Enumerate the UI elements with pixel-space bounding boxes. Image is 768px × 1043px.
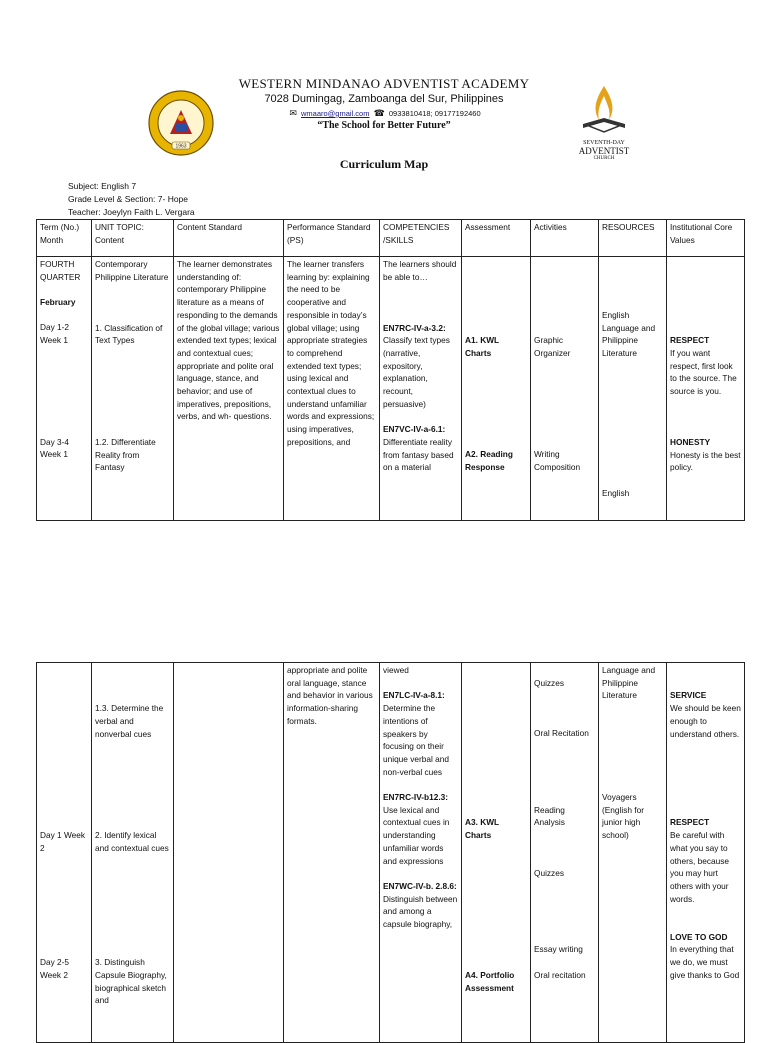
core-values-cell — [667, 663, 745, 1043]
value-title: RESPECT — [670, 335, 710, 346]
phone-icon: ☎ — [373, 108, 385, 118]
competency-text: viewed — [383, 665, 409, 675]
competency-intro: The learners should be able to… — [383, 259, 457, 282]
term-day: Day 2-5 Week 2 — [40, 957, 70, 980]
topic-item: 1.2. Differentiate Reality from Fantasy — [95, 436, 156, 473]
topic-item: 1. Classification of Text Types — [95, 322, 163, 346]
term-day: Day 3-4 Week 1 — [40, 436, 70, 460]
header-core-values: Institutional Core Values — [667, 220, 745, 257]
church-logo-line3: CHURCH — [593, 156, 615, 161]
competency-text: Classify text types (narrative, expository, explanation, recount, persuasive) — [383, 335, 450, 409]
core-values-cell — [667, 257, 745, 521]
performance-standard-cell: The learner transfers learning by: explaining the need to be cooperative and responsible in today’s global village; using appropriate strategies to comprehend extended text types; using lexical and contextual clues to understand unfamiliar words and expressions; using imperatives, prepositions, and — [284, 257, 380, 521]
value-title: LOVE TO GOD — [670, 931, 728, 942]
subject-line: Subject: English 7 — [68, 181, 137, 191]
resources-cell — [599, 663, 667, 1043]
competencies-cell — [380, 663, 462, 1043]
school-motto: “The School for Better Future” — [317, 120, 451, 131]
school-name: WESTERN MINDANAO ADVENTIST ACADEMY — [238, 76, 530, 91]
activity-item: Writing Composition — [534, 449, 581, 473]
curriculum-table-page2 — [36, 662, 745, 1043]
activities-cell — [531, 257, 599, 521]
activity-item: Reading Analysis — [534, 804, 565, 828]
email-link[interactable]: wmaaro@gmail.com — [301, 109, 370, 118]
resource-item: English — [602, 487, 630, 498]
envelope-icon: ✉ — [289, 108, 297, 118]
assessment-cell — [462, 257, 531, 521]
competency-code: EN7RC-IV-a-3.2: — [383, 322, 446, 333]
value-text: Honesty is the best policy. — [670, 449, 741, 473]
term-month: February — [40, 297, 76, 308]
resources-cell — [599, 257, 667, 521]
page-title: Curriculum Map — [339, 157, 429, 171]
topic-cell — [92, 663, 174, 1043]
header-resources: RESOURCES — [599, 220, 667, 257]
topic-cell — [92, 257, 174, 521]
grade-line: Grade Level & Section: 7- Hope — [68, 194, 189, 204]
header-unit-topic: UNIT TOPIC: Content — [92, 220, 174, 257]
resource-item: Language and Philippine Literature — [602, 665, 656, 701]
table-row — [37, 257, 745, 521]
teacher-line: Teacher: Joeylyn Faith L. Vergara — [68, 207, 195, 217]
competency-text: Distinguish between and among a capsule biography, — [383, 893, 458, 930]
header-content-standard: Content Standard — [174, 220, 284, 257]
table-row — [37, 663, 745, 1043]
competency-text: Use lexical and contextual cues in understanding unfamiliar words and expressions — [383, 804, 450, 866]
value-title: RESPECT — [670, 817, 710, 828]
competency-code: EN7VC-IV-a-6.1: — [383, 424, 446, 435]
phone-numbers: 0933810418; 09177192460 — [388, 109, 481, 118]
value-title: HONESTY — [670, 436, 711, 447]
table-header-row — [37, 220, 745, 257]
value-text: In everything that we do, we must give thanks to God — [670, 944, 740, 980]
header-competencies: COMPETENCIES /SKILLS — [380, 220, 462, 257]
topic-item: 3. Distinguish Capsule Biography, biographical sketch and — [95, 957, 167, 1006]
church-logo-line1: SEVENTH-DAY — [583, 140, 625, 146]
competency-code: EN7WC-IV-b. 2.8.6: — [383, 880, 457, 891]
term-cell — [37, 663, 92, 1043]
activity-item: Quizzes — [534, 868, 564, 879]
value-text: We should be keen enough to understand others. — [670, 703, 741, 739]
competency-text: Determine the intentions of speakers by focusing on their unique verbal and non-verbal cues — [383, 703, 449, 777]
competency-text: Differentiate reality from fantasy based on a material — [383, 436, 454, 473]
competencies-cell — [380, 257, 462, 521]
resource-item: Voyagers (English for junior high school) — [602, 792, 644, 841]
term-day: Day 1 Week 2 — [40, 830, 86, 853]
school-address: 7028 Dumingag, Zamboanga del Sur, Philippines — [264, 93, 504, 105]
value-text: If you want respect, first look to the source. The source is you. — [670, 347, 737, 396]
assessment-item: A3. KWL Charts — [465, 817, 499, 841]
curriculum-table-page1 — [36, 219, 745, 521]
assessment-item: A2. Reading Response — [465, 449, 513, 473]
content-standard-cell: The learner demonstrates understanding of: contemporary Philippine literature as a means of responding to the demands of the global village; various extended text types; lexical and contextual cues; appropriate and polite oral language, stance, and behavior; and use of imperatives, prepositions, verbs, and wh- questions. — [174, 257, 284, 521]
topic-item: 2. Identify lexical and contextual cues — [95, 830, 169, 853]
value-text: Be careful with what you say to others, because you may hurt others with your words. — [670, 830, 730, 904]
activity-item: Essay writing — [534, 944, 583, 955]
term-cell — [37, 257, 92, 521]
topic-main: Contemporary Philippine Literature — [95, 259, 169, 282]
header-performance-standard: Performance Standard (PS) — [284, 220, 380, 257]
header-term: Term (No.) Month — [37, 220, 92, 257]
value-title: SERVICE — [670, 690, 707, 701]
contact-line — [0, 108, 768, 119]
activities-cell — [531, 663, 599, 1043]
term-day: Day 1-2 Week 1 — [40, 322, 70, 346]
performance-standard-cell: appropriate and polite oral language, stance and behavior in various information-sharing formats. — [284, 663, 380, 1043]
svg-text:1963: 1963 — [175, 143, 187, 150]
activity-item: Graphic Organizer — [534, 335, 571, 358]
resource-item: English Language and Philippine Literature — [602, 309, 656, 358]
header-assessment: Assessment — [462, 220, 531, 257]
content-standard-cell — [174, 663, 284, 1043]
activity-item: Oral Recitation — [534, 728, 589, 739]
competency-code: EN7LC-IV-a-8.1: — [383, 690, 445, 701]
term-quarter: FOURTH QUARTER — [40, 259, 81, 282]
activity-item: Oral recitation — [534, 969, 586, 980]
header-activities: Activities — [531, 220, 599, 257]
activity-item: Quizzes — [534, 677, 564, 688]
competency-code: EN7RC-IV-b12.3: — [383, 792, 449, 802]
assessment-item: A4. Portfolio Assessment — [465, 969, 515, 993]
topic-item: 1.3. Determine the verbal and nonverbal cues — [95, 703, 164, 739]
assessment-cell — [462, 663, 531, 1043]
church-logo-line2: ADVENTIST — [578, 146, 630, 156]
assessment-item: A1. KWL Charts — [465, 335, 499, 358]
